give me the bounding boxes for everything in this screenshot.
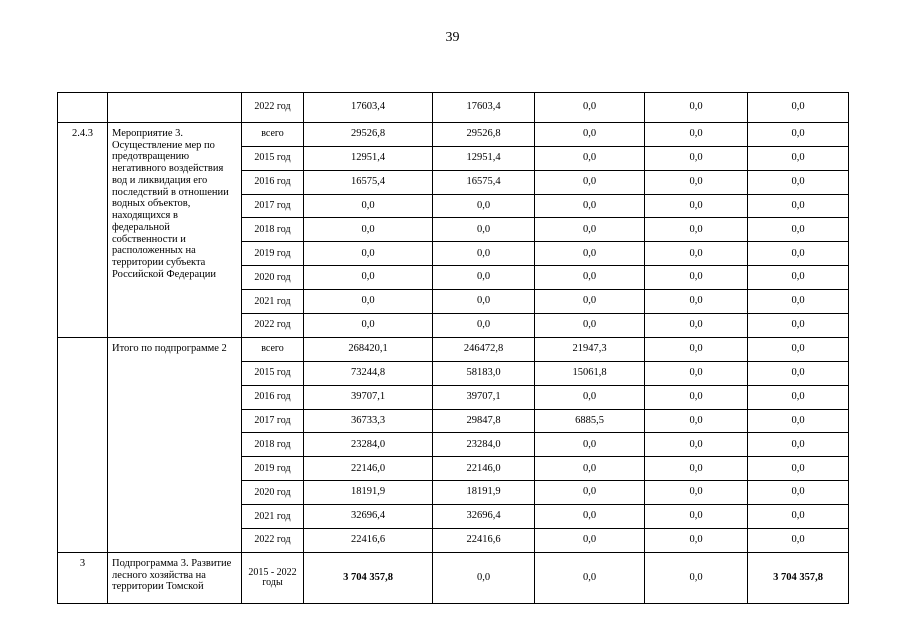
item-name-cell: Итого по подпрограмме 2 xyxy=(108,337,242,552)
value-cell: 58183,0 xyxy=(433,361,535,385)
value-cell: 0,0 xyxy=(748,361,849,385)
value-cell: 22416,6 xyxy=(304,529,433,553)
value-cell: 0,0 xyxy=(645,122,748,146)
value-cell: 0,0 xyxy=(535,146,645,170)
period-cell: всего xyxy=(242,122,304,146)
value-cell: 0,0 xyxy=(748,242,849,266)
value-cell: 0,0 xyxy=(304,314,433,338)
item-number-cell: 3 xyxy=(58,552,108,603)
period-cell: 2019 год xyxy=(242,242,304,266)
value-cell: 0,0 xyxy=(645,146,748,170)
item-name-cell xyxy=(108,93,242,123)
value-cell: 0,0 xyxy=(645,409,748,433)
value-cell: 0,0 xyxy=(645,361,748,385)
value-cell: 39707,1 xyxy=(433,385,535,409)
table-body xyxy=(58,93,849,604)
value-cell: 21947,3 xyxy=(535,337,645,361)
period-cell: всего xyxy=(242,337,304,361)
budget-table xyxy=(57,92,849,604)
value-cell: 12951,4 xyxy=(433,146,535,170)
table-row xyxy=(58,122,849,146)
period-cell: 2015 год xyxy=(242,146,304,170)
value-cell: 3 704 357,8 xyxy=(748,552,849,603)
period-cell: 2015 - 2022 годы xyxy=(242,552,304,603)
value-cell: 0,0 xyxy=(645,385,748,409)
value-cell: 0,0 xyxy=(748,146,849,170)
value-cell: 32696,4 xyxy=(304,505,433,529)
value-cell: 0,0 xyxy=(645,552,748,603)
value-cell: 0,0 xyxy=(645,93,748,123)
value-cell: 0,0 xyxy=(645,433,748,457)
value-cell: 0,0 xyxy=(535,170,645,194)
value-cell: 0,0 xyxy=(304,290,433,314)
value-cell: 0,0 xyxy=(535,266,645,290)
value-cell: 0,0 xyxy=(645,337,748,361)
value-cell: 6885,5 xyxy=(535,409,645,433)
item-number-cell xyxy=(58,93,108,123)
value-cell: 22146,0 xyxy=(433,457,535,481)
value-cell: 36733,3 xyxy=(304,409,433,433)
value-cell: 0,0 xyxy=(535,122,645,146)
value-cell: 0,0 xyxy=(748,433,849,457)
value-cell: 0,0 xyxy=(748,409,849,433)
value-cell: 18191,9 xyxy=(304,481,433,505)
value-cell: 246472,8 xyxy=(433,337,535,361)
table-row xyxy=(58,93,849,123)
value-cell: 15061,8 xyxy=(535,361,645,385)
value-cell: 0,0 xyxy=(645,314,748,338)
period-cell: 2016 год xyxy=(242,385,304,409)
value-cell: 0,0 xyxy=(748,194,849,218)
item-name-cell: Мероприятие 3. Осуществление мер по предотвращению негативного воздействия вод и ликвидация его последствий в отношении водных объектов, находящихся в федеральной собственности и расположенных на территории субъекта Российской Федерации xyxy=(108,122,242,337)
value-cell: 12951,4 xyxy=(304,146,433,170)
value-cell: 0,0 xyxy=(645,290,748,314)
value-cell: 0,0 xyxy=(433,290,535,314)
value-cell: 0,0 xyxy=(304,218,433,242)
value-cell: 22416,6 xyxy=(433,529,535,553)
period-cell: 2020 год xyxy=(242,266,304,290)
period-cell: 2022 год xyxy=(242,314,304,338)
value-cell: 32696,4 xyxy=(433,505,535,529)
value-cell: 0,0 xyxy=(535,93,645,123)
value-cell: 0,0 xyxy=(535,290,645,314)
table-row xyxy=(58,552,849,603)
value-cell: 17603,4 xyxy=(304,93,433,123)
value-cell: 0,0 xyxy=(535,314,645,338)
value-cell: 0,0 xyxy=(535,242,645,266)
value-cell: 16575,4 xyxy=(433,170,535,194)
value-cell: 0,0 xyxy=(645,170,748,194)
value-cell: 0,0 xyxy=(748,170,849,194)
value-cell: 0,0 xyxy=(645,242,748,266)
period-cell: 2021 год xyxy=(242,290,304,314)
value-cell: 0,0 xyxy=(748,529,849,553)
value-cell: 0,0 xyxy=(535,481,645,505)
value-cell: 18191,9 xyxy=(433,481,535,505)
value-cell: 0,0 xyxy=(645,505,748,529)
period-cell: 2021 год xyxy=(242,505,304,529)
value-cell: 0,0 xyxy=(535,529,645,553)
value-cell: 0,0 xyxy=(433,314,535,338)
value-cell: 22146,0 xyxy=(304,457,433,481)
value-cell: 0,0 xyxy=(748,481,849,505)
period-cell: 2016 год xyxy=(242,170,304,194)
page-number: 39 xyxy=(445,30,460,45)
value-cell: 0,0 xyxy=(748,505,849,529)
value-cell: 0,0 xyxy=(433,194,535,218)
item-number-cell: 2.4.3 xyxy=(58,122,108,337)
period-cell: 2022 год xyxy=(242,93,304,123)
value-cell: 0,0 xyxy=(645,481,748,505)
period-cell: 2017 год xyxy=(242,409,304,433)
value-cell: 0,0 xyxy=(748,314,849,338)
period-cell: 2017 год xyxy=(242,194,304,218)
period-cell: 2018 год xyxy=(242,218,304,242)
value-cell: 0,0 xyxy=(535,457,645,481)
value-cell: 0,0 xyxy=(645,457,748,481)
value-cell: 29526,8 xyxy=(304,122,433,146)
value-cell: 268420,1 xyxy=(304,337,433,361)
value-cell: 0,0 xyxy=(535,552,645,603)
value-cell: 0,0 xyxy=(645,266,748,290)
value-cell: 0,0 xyxy=(645,529,748,553)
period-cell: 2015 год xyxy=(242,361,304,385)
value-cell: 0,0 xyxy=(748,218,849,242)
value-cell: 0,0 xyxy=(748,385,849,409)
value-cell: 0,0 xyxy=(433,242,535,266)
value-cell: 0,0 xyxy=(748,337,849,361)
value-cell: 0,0 xyxy=(645,218,748,242)
value-cell: 29847,8 xyxy=(433,409,535,433)
value-cell: 0,0 xyxy=(433,266,535,290)
value-cell: 0,0 xyxy=(748,266,849,290)
value-cell: 73244,8 xyxy=(304,361,433,385)
period-cell: 2020 год xyxy=(242,481,304,505)
value-cell: 0,0 xyxy=(433,218,535,242)
period-cell: 2019 год xyxy=(242,457,304,481)
value-cell: 0,0 xyxy=(645,194,748,218)
value-cell: 17603,4 xyxy=(433,93,535,123)
value-cell: 0,0 xyxy=(535,218,645,242)
item-number-cell xyxy=(58,337,108,552)
value-cell: 0,0 xyxy=(535,194,645,218)
period-cell: 2022 год xyxy=(242,529,304,553)
value-cell: 0,0 xyxy=(748,290,849,314)
table-row xyxy=(58,337,849,361)
value-cell: 23284,0 xyxy=(304,433,433,457)
value-cell: 0,0 xyxy=(304,194,433,218)
value-cell: 3 704 357,8 xyxy=(304,552,433,603)
value-cell: 0,0 xyxy=(304,266,433,290)
value-cell: 23284,0 xyxy=(433,433,535,457)
value-cell: 0,0 xyxy=(748,93,849,123)
value-cell: 0,0 xyxy=(304,242,433,266)
item-name-cell: Подпрограмма 3. Развитие лесного хозяйства на территории Томской xyxy=(108,552,242,603)
value-cell: 39707,1 xyxy=(304,385,433,409)
value-cell: 0,0 xyxy=(535,505,645,529)
value-cell: 0,0 xyxy=(535,433,645,457)
value-cell: 16575,4 xyxy=(304,170,433,194)
value-cell: 0,0 xyxy=(748,457,849,481)
value-cell: 29526,8 xyxy=(433,122,535,146)
value-cell: 0,0 xyxy=(433,552,535,603)
period-cell: 2018 год xyxy=(242,433,304,457)
value-cell: 0,0 xyxy=(535,385,645,409)
value-cell: 0,0 xyxy=(748,122,849,146)
